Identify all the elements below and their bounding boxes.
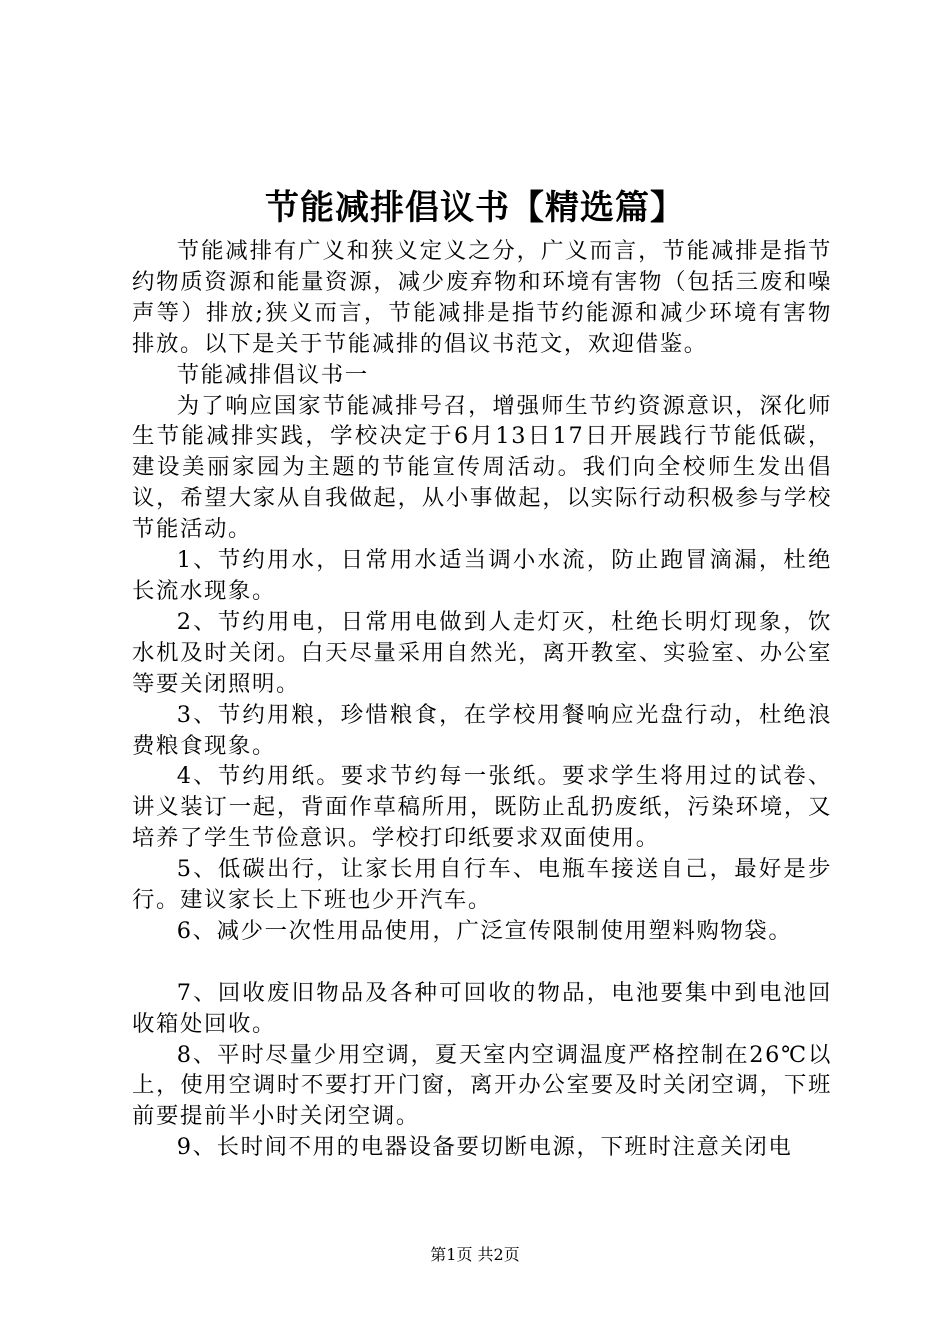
paragraph-item-3: 3、节约用粮，珍惜粮食，在学校用餐响应光盘行动，杜绝浪费粮食现象。 (132, 701, 832, 759)
page-footer: 第1页 共2页 (430, 1245, 520, 1264)
paragraph-item-9: 9、长时间不用的电器设备要切断电源，下班时注意关闭电 (176, 1134, 793, 1161)
paragraph-item-1: 1、节约用水，日常用水适当调小水流，防止跑冒滴漏，杜绝长流水现象。 (132, 547, 832, 604)
paragraph-call-to-action: 为了响应国家节能减排号召，增强师生节约资源意识，深化师生节能减排实践，学校决定于6月13日17日开展践行节能低碳，建设美丽家园为主题的节能宣传周活动。我们向全校师生发出倡议，希望大家从自我做起，从小事做起，以实际行动积极参与学校节能活动。 (132, 392, 832, 543)
paragraph-item-7: 7、回收废旧物品及各种可回收的物品，电池要集中到电池回收箱处回收。 (132, 979, 832, 1037)
paragraph-item-5: 5、低碳出行，让家长用自行车、电瓶车接送自己，最好是步行。建议家长上下班也少开汽车。 (132, 856, 832, 914)
paragraph-item-8: 8、平时尽量少用空调，夏天室内空调温度严格控制在26℃以上，使用空调时不要打开门窗，离开办公室要及时关闭空调，下班前要提前半小时关闭空调。 (132, 1041, 832, 1130)
document-title: 节能减排倡议书【精选篇】 (265, 188, 685, 228)
paragraph-item-6: 6、减少一次性用品使用，广泛宣传限制使用塑料购物袋。 (176, 917, 793, 944)
document-body (132, 236, 832, 1163)
paragraph-item-2: 2、节约用电，日常用电做到人走灯灭，杜绝长明灯现象，饮水机及时关闭。白天尽量采用自然光，离开教室、实验室、办公室等要关闭照明。 (132, 608, 832, 697)
paragraph-section-heading: 节能减排倡议书一 (176, 361, 369, 388)
blank-line (132, 947, 832, 978)
paragraph-item-4: 4、节约用纸。要求节约每一张纸。要求学生将用过的试卷、讲义装订一起，背面作草稿所用，既防止乱扔废纸，污染环境，又培养了学生节俭意识。学校打印纸要求双面使用。 (132, 763, 832, 852)
paragraph-intro: 节能减排有广义和狭义定义之分，广义而言，节能减排是指节约物质资源和能量资源，减少废弃物和环境有害物（包括三废和噪声等）排放;狭义而言，节能减排是指节约能源和减少环境有害物排放。以下是关于节能减排的倡议书范文，欢迎借鉴。 (132, 238, 832, 357)
